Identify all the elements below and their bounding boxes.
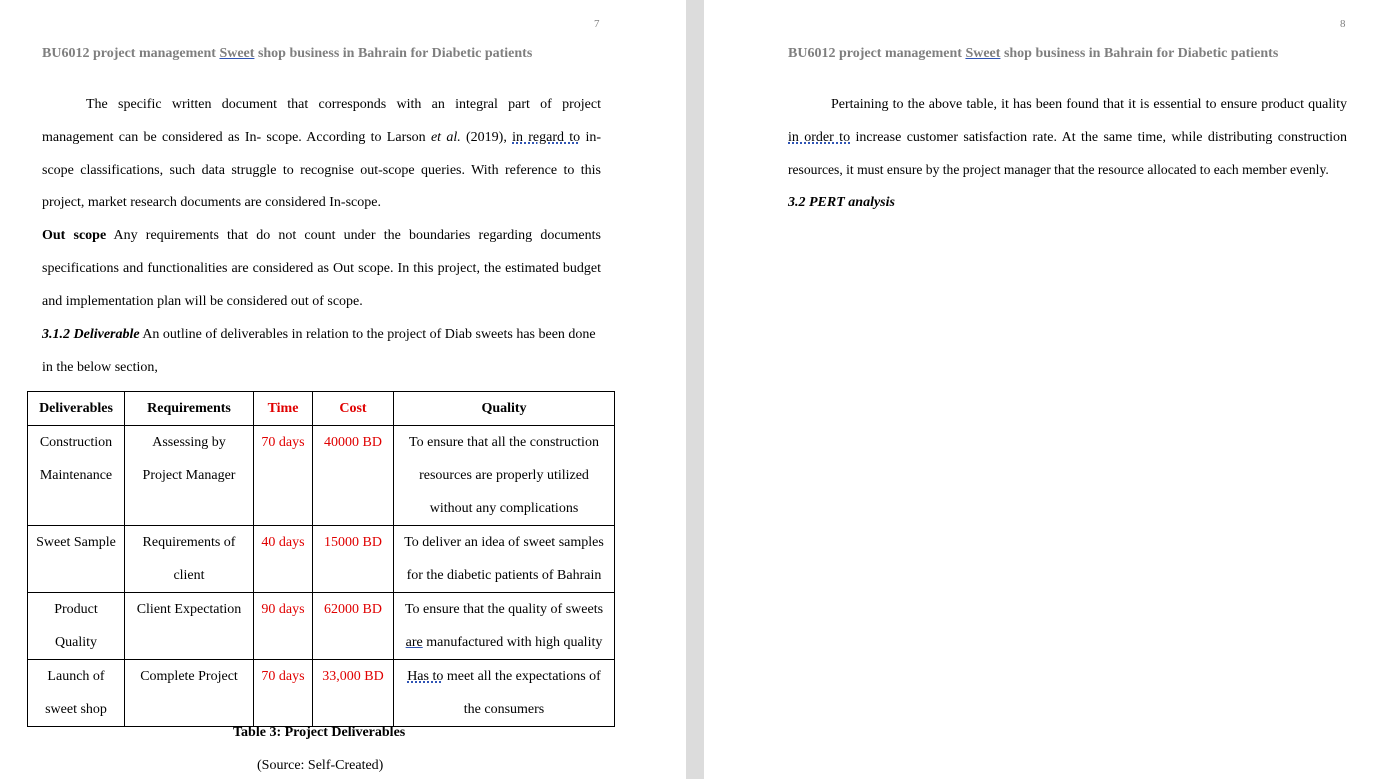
table-cell: Construction Maintenance	[28, 426, 125, 526]
document-page-8	[704, 0, 1379, 779]
table-cell: 70 days	[254, 426, 313, 526]
table-cell: 40 days	[254, 526, 313, 593]
table-cell: To deliver an idea of sweet samples for the diabetic patients of Bahrain	[394, 526, 615, 593]
table-cell: 15000 BD	[313, 526, 394, 593]
table-cell: Launch of sweet shop	[28, 660, 125, 727]
column-header: Cost	[313, 392, 394, 426]
paragraph-line: specifications and functionalities are considered as Out scope. In this project, the estimated budget	[42, 261, 601, 276]
column-header: Time	[254, 392, 313, 426]
column-header: Requirements	[125, 392, 254, 426]
paragraph-line: Pertaining to the above table, it has been found that it is essential to ensure product quality	[831, 97, 1347, 112]
table-row	[28, 593, 615, 660]
table-cell: Product Quality	[28, 593, 125, 660]
table-cell: Complete Project	[125, 660, 254, 727]
page-gap	[686, 0, 704, 779]
deliverable-heading: 3.1.2 Deliverable	[42, 327, 140, 342]
table-cell: Has to meet all the expectations of the consumers	[394, 660, 615, 727]
grammar-flagged-phrase: in regard to	[512, 130, 581, 145]
page-number: 8	[1340, 18, 1346, 30]
document-page-7	[0, 0, 686, 779]
table-cell: To ensure that all the construction resources are properly utilized without any complications	[394, 426, 615, 526]
column-header: Quality	[394, 392, 615, 426]
table-cell: Requirements of client	[125, 526, 254, 593]
paragraph-line: The specific written document that corresponds with an integral part of project	[86, 97, 601, 112]
paragraph-line: and implementation plan will be considered out of scope.	[42, 294, 363, 309]
paragraph-line: management can be considered as In- scope. According to Larson et al. (2019), in regard to in-	[42, 130, 601, 145]
running-header: BU6012 project management Sweet shop business in Bahrain for Diabetic patients	[42, 46, 533, 61]
paragraph-line: in the below section,	[42, 360, 158, 375]
table-header-row	[28, 392, 615, 426]
paragraph-line: in order to increase customer satisfaction rate. At the same time, while distributing construction	[788, 130, 1347, 145]
deliverable-line: 3.1.2 Deliverable An outline of deliverables in relation to the project of Diab sweets has been done	[42, 327, 596, 342]
running-header: BU6012 project management Sweet shop business in Bahrain for Diabetic patients	[788, 46, 1279, 61]
table-cell: Assessing by Project Manager	[125, 426, 254, 526]
table-caption: Table 3: Project Deliverables	[233, 725, 406, 740]
table-source: (Source: Self-Created)	[257, 758, 384, 773]
table-cell: 62000 BD	[313, 593, 394, 660]
spellcheck-underlined-word: are	[405, 635, 423, 650]
table-cell: 40000 BD	[313, 426, 394, 526]
out-scope-line: Out scope Any requirements that do not count under the boundaries regarding documents	[42, 228, 601, 243]
section-heading: 3.2 PERT analysis	[788, 195, 895, 210]
page-number: 7	[594, 18, 600, 30]
column-header: Deliverables	[28, 392, 125, 426]
table-cell: 70 days	[254, 660, 313, 727]
paragraph-line: resources, it must ensure by the project manager that the resource allocated to each member evenly.	[788, 162, 1329, 177]
table-row	[28, 426, 615, 526]
spellcheck-underlined-word: Sweet	[219, 46, 255, 61]
grammar-flagged-phrase: Has to	[407, 669, 444, 684]
out-scope-label: Out scope	[42, 228, 107, 243]
table-cell: 90 days	[254, 593, 313, 660]
spellcheck-underlined-word: Sweet	[965, 46, 1001, 61]
deliverables-table	[27, 391, 615, 727]
paragraph-line: project, market research documents are considered In-scope.	[42, 195, 381, 210]
grammar-flagged-phrase: in order to	[788, 130, 851, 145]
table-cell: 33,000 BD	[313, 660, 394, 727]
table-cell: Sweet Sample	[28, 526, 125, 593]
table-row	[28, 526, 615, 593]
paragraph-line: scope classifications, such data struggle to recognise out-scope queries. With reference to this	[42, 163, 601, 178]
table-row	[28, 660, 615, 727]
table-cell: Client Expectation	[125, 593, 254, 660]
table-cell: To ensure that the quality of sweets are manufactured with high quality	[394, 593, 615, 660]
